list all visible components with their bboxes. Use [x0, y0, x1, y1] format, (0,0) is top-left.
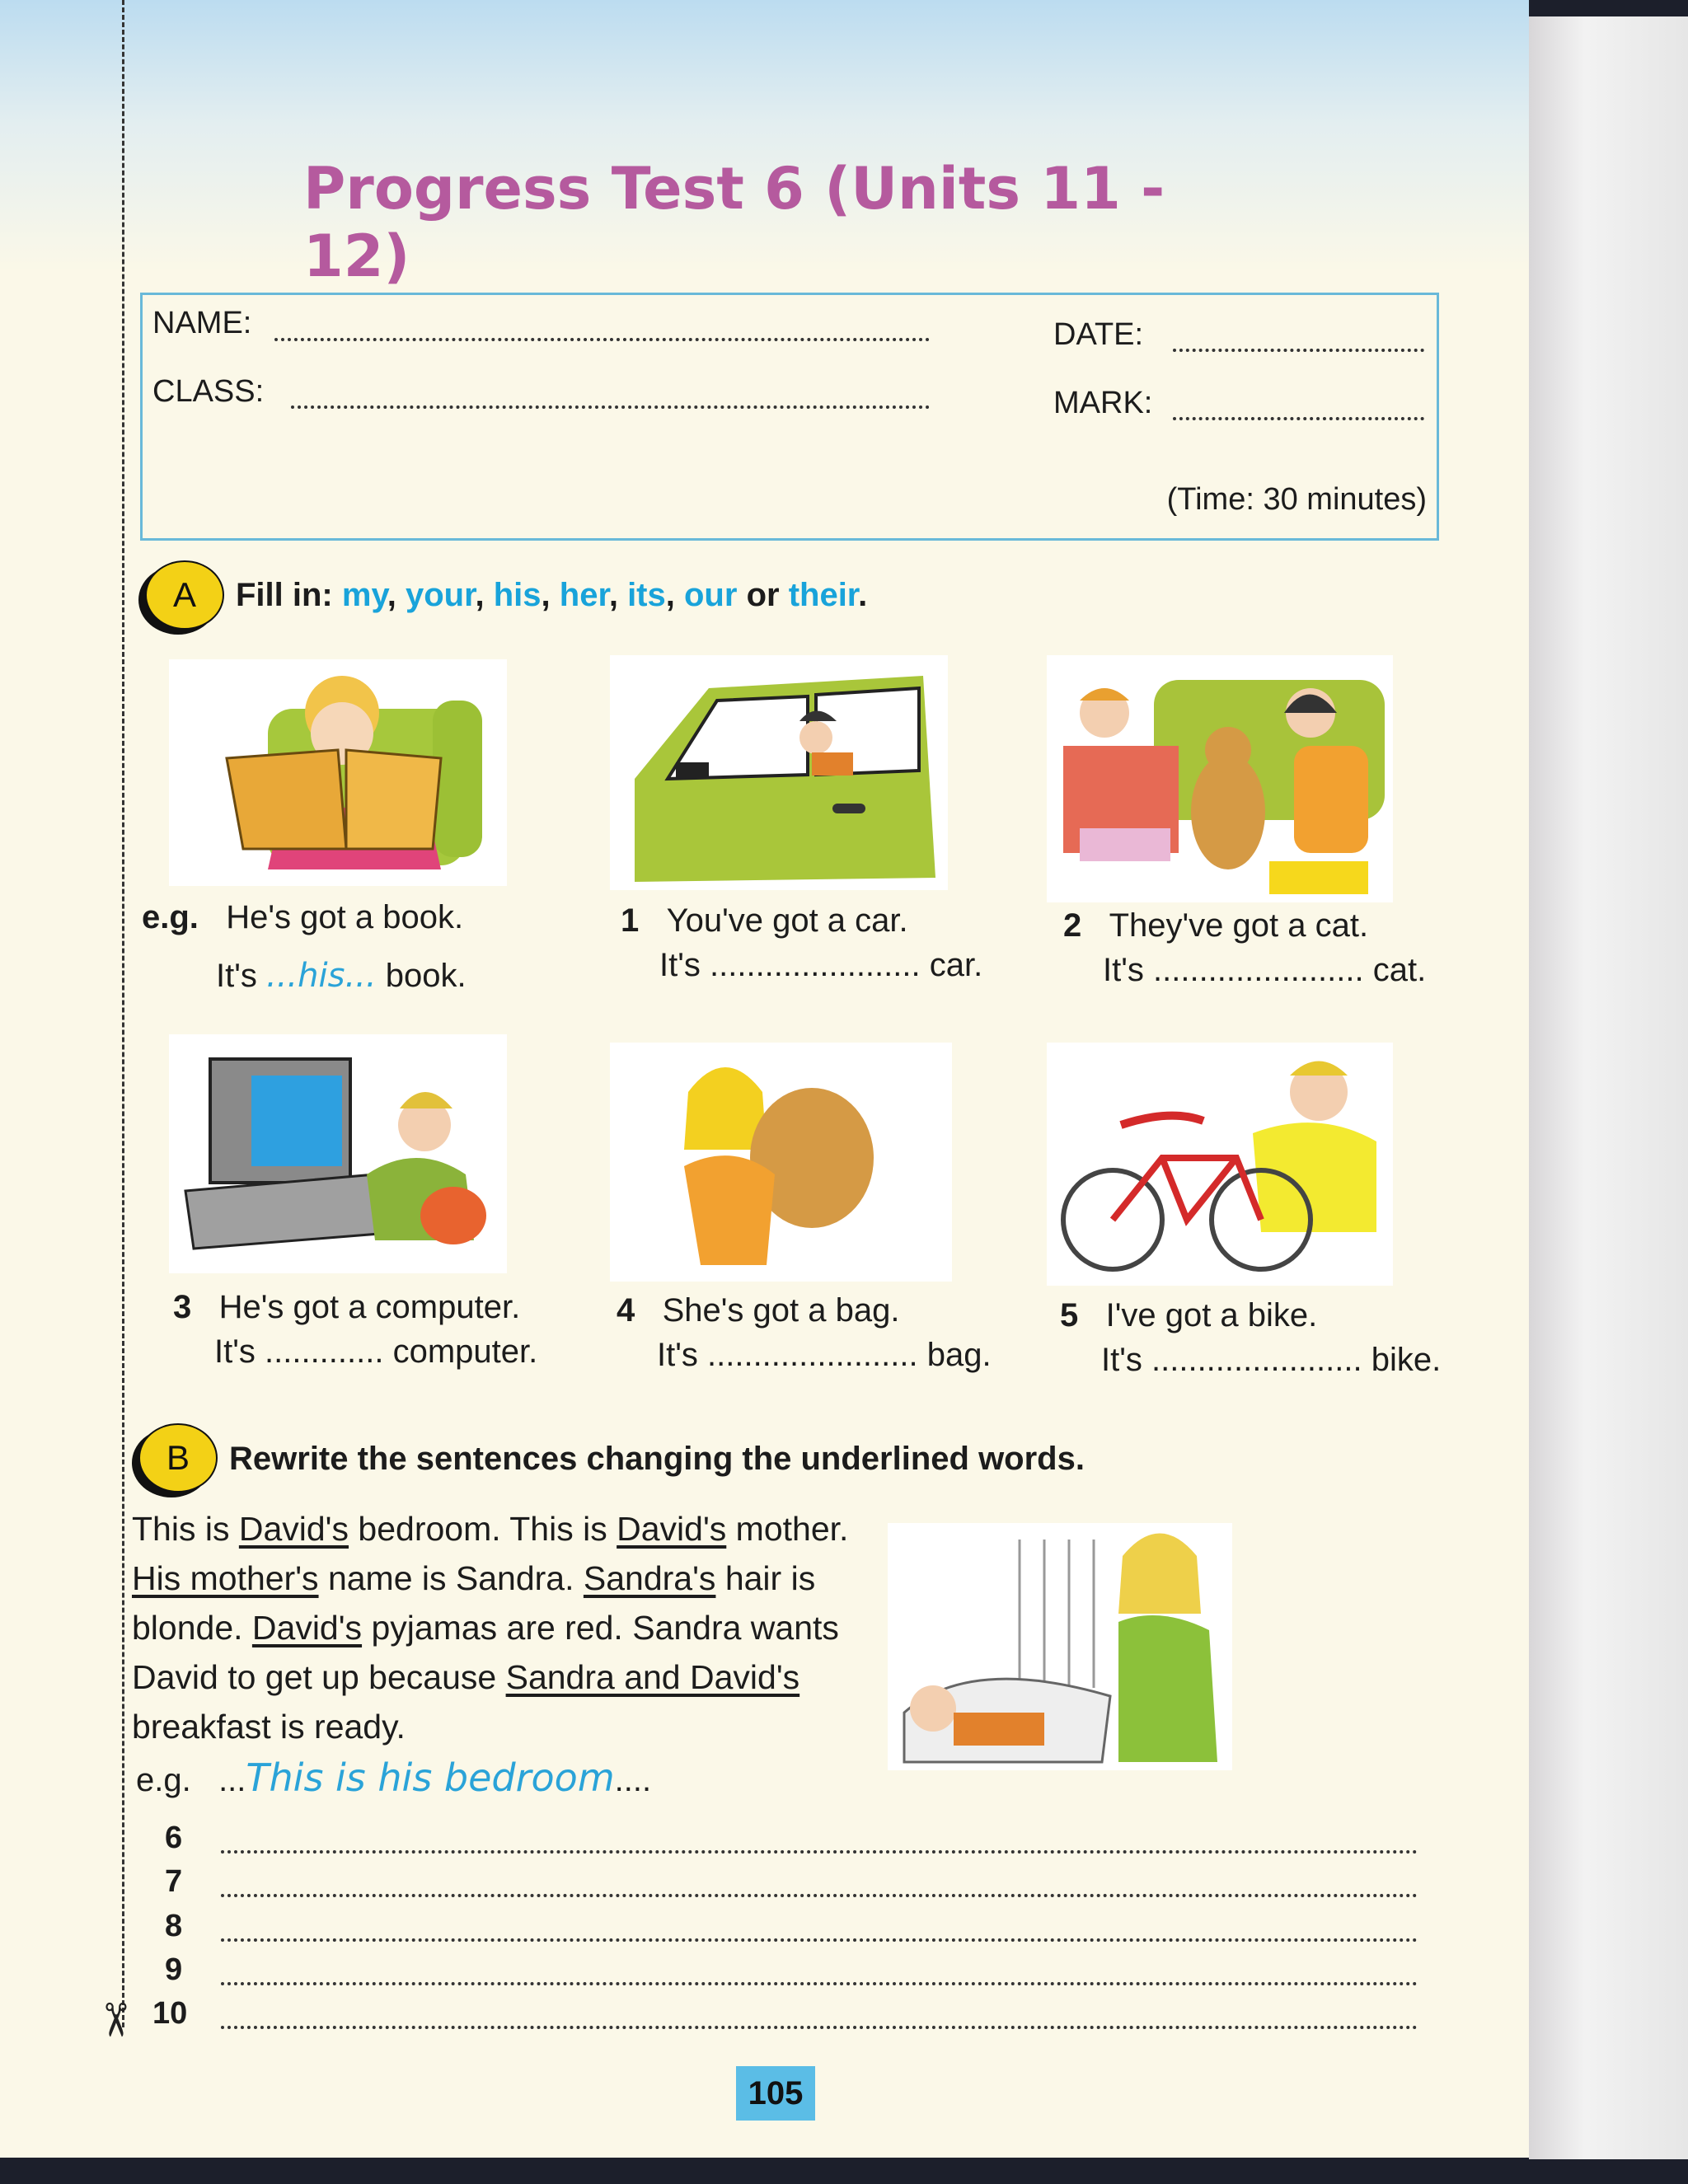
name-field[interactable] — [274, 338, 930, 341]
keyword: their — [788, 577, 859, 613]
question-5-answer-line: It's ....................... bike. — [1101, 1342, 1442, 1378]
question-3-sentence: 3 He's got a computer. — [173, 1289, 521, 1325]
mark-label: MARK: — [1053, 386, 1153, 420]
answer-row-8[interactable]: 8 — [165, 1909, 1418, 1953]
time-limit: (Time: 30 minutes) — [1166, 482, 1427, 517]
question-1-answer-line: It's ....................... car. — [659, 947, 983, 983]
question-4-answer-line: It's ....................... bag. — [657, 1337, 992, 1373]
section-b-badge: B — [138, 1423, 218, 1493]
question-2-answer-line: It's ....................... cat. — [1103, 952, 1427, 988]
keyword: her — [559, 577, 609, 613]
answer-blank-1[interactable]: ....................... — [710, 947, 921, 983]
date-field[interactable] — [1173, 349, 1424, 352]
keyword: our — [684, 577, 738, 613]
section-b-example-answer: This is his bedroom — [246, 1755, 615, 1800]
answer-row-7[interactable]: 7 — [165, 1864, 1418, 1909]
example-sentence: e.g. He's got a book. — [142, 899, 464, 935]
example-answer: ...his... — [266, 957, 377, 995]
answer-blank-3[interactable]: ............. — [265, 1333, 384, 1370]
keyword: his — [493, 577, 542, 613]
question-4-sentence: 4 She's got a bag. — [617, 1292, 900, 1329]
question-3-answer-line: It's ............. computer. — [214, 1333, 538, 1370]
section-b-example: e.g. ...This is his bedroom.... — [136, 1755, 652, 1800]
answer-row-6[interactable]: 6 — [165, 1821, 1418, 1865]
date-label: DATE: — [1053, 317, 1144, 352]
answer-blank-2[interactable]: ....................... — [1153, 952, 1364, 988]
student-info-box — [140, 293, 1439, 541]
kids-with-cat-illustration — [1047, 655, 1393, 902]
question-1-sentence: 1 You've got a car. — [621, 902, 908, 939]
scissors-icon: ✂ — [89, 2000, 142, 2040]
question-2-sentence: 2 They've got a cat. — [1063, 907, 1369, 944]
example-answer-line: It's ...his... book. — [216, 957, 467, 995]
section-a-badge: A — [145, 560, 224, 630]
answer-row-10[interactable]: 10 — [152, 1996, 1418, 2041]
boy-with-bike-illustration — [1047, 1043, 1393, 1286]
mother-waking-boy-illustration — [888, 1523, 1232, 1770]
boy-at-computer-illustration — [169, 1034, 507, 1273]
section-b-instruction: Rewrite the sentences changing the underlined words. — [229, 1441, 1085, 1477]
question-5-sentence: 5 I've got a bike. — [1060, 1297, 1318, 1333]
girl-with-bag-illustration — [610, 1043, 952, 1282]
page-edge — [1529, 16, 1688, 2159]
answer-blank-4[interactable]: ....................... — [707, 1337, 918, 1373]
boy-reading-book-illustration — [169, 659, 507, 886]
answer-row-9[interactable]: 9 — [165, 1952, 1418, 1997]
section-b-paragraph: This is David's bedroom. This is David's mother. His mother's name is Sandra. Sandra's hair is blonde. David's pyjamas are red. Sandra wants David to get up because Sandra and David's breakfast is ready. — [132, 1510, 849, 1746]
class-label: CLASS: — [152, 374, 265, 409]
keyword: my — [341, 577, 387, 613]
mark-field[interactable] — [1173, 417, 1424, 420]
car-driver-illustration — [610, 655, 948, 890]
page-number: 105 — [736, 2066, 815, 2121]
keyword: its — [627, 577, 666, 613]
section-a-instruction: Fill in: my, your, his, her, its, our or their. — [236, 577, 868, 613]
page-title: Progress Test 6 (Units 11 - 12) — [303, 155, 1165, 290]
answer-blank-5[interactable]: ....................... — [1151, 1342, 1362, 1378]
cut-line — [122, 0, 124, 2027]
keyword: your — [405, 577, 476, 613]
name-label: NAME: — [152, 306, 252, 340]
class-field[interactable] — [291, 405, 930, 409]
